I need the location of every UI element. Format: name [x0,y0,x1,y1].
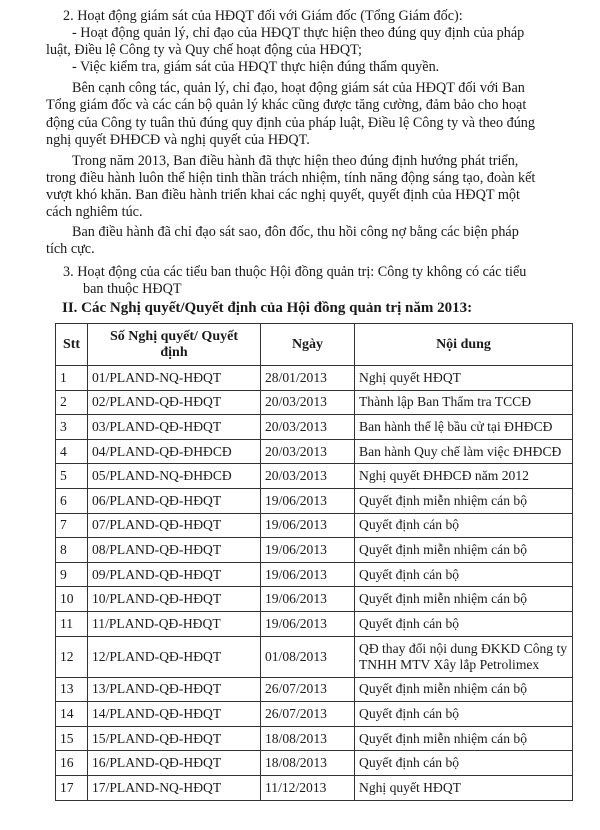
cell-number: 17/PLAND-NQ-HĐQT [88,775,261,800]
cell-date: 20/03/2013 [261,390,355,415]
cell-date: 26/07/2013 [261,702,355,727]
table-row [56,702,573,727]
cell-date: 19/06/2013 [261,587,355,612]
table-row [56,775,573,800]
table-row [56,538,573,563]
cell-stt: 9 [56,562,88,587]
table-row [56,562,573,587]
cell-stt: 3 [56,415,88,440]
table-row [56,677,573,702]
table-row [56,726,573,751]
paragraph-line: vượt khó khăn. Ban điều hành triển khai các nghị quyết, quyết định của HĐQT một [46,187,520,203]
decisions-table [55,323,573,801]
paragraph-line: nghị quyết ĐHĐCĐ và nghị quyết của HĐQT. [46,132,310,148]
cell-number: 15/PLAND-QĐ-HĐQT [88,726,261,751]
table-row [56,390,573,415]
cell-number: 13/PLAND-QĐ-HĐQT [88,677,261,702]
section-3-heading: 3. Hoạt động của các tiểu ban thuộc Hội đồng quản trị: Công ty không có các tiểu [63,264,527,280]
cell-date: 28/01/2013 [261,366,355,391]
cell-number: 07/PLAND-QĐ-HĐQT [88,513,261,538]
table-row [56,751,573,776]
paragraph-line: động của Công ty tuân thủ đúng quy định của pháp luật, Điều lệ Công ty và theo đúng [46,115,535,131]
table-row [56,366,573,391]
cell-content: Ban hành thể lệ bầu cử tại ĐHĐCĐ [355,415,573,440]
header-date: Ngày [261,324,355,366]
paragraph-line: trong điều hành luôn thể hiện tinh thần trách nhiệm, tính năng động sáng tạo, đoàn kết [46,170,536,186]
cell-content: QĐ thay đổi nội dung ĐKKD Công ty TNHH MTV Xây lắp Petrolimex [355,636,573,677]
section-2-heading: 2. Hoạt động giám sát của HĐQT đối với Giám đốc (Tổng Giám đốc): [63,8,463,24]
cell-stt: 6 [56,488,88,513]
cell-number: 09/PLAND-QĐ-HĐQT [88,562,261,587]
table-row [56,464,573,489]
cell-stt: 2 [56,390,88,415]
cell-content: Quyết định cán bộ [355,611,573,636]
cell-content: Quyết định cán bộ [355,702,573,727]
table-row [56,636,573,677]
cell-content: Quyết định cán bộ [355,562,573,587]
cell-content: Ban hành Quy chế làm việc ĐHĐCĐ [355,439,573,464]
cell-date: 18/08/2013 [261,726,355,751]
cell-stt: 13 [56,677,88,702]
cell-date: 11/12/2013 [261,775,355,800]
cell-date: 19/06/2013 [261,611,355,636]
cell-stt: 7 [56,513,88,538]
cell-date: 19/06/2013 [261,538,355,563]
cell-number: 08/PLAND-QĐ-HĐQT [88,538,261,563]
cell-stt: 16 [56,751,88,776]
cell-date: 01/08/2013 [261,636,355,677]
cell-stt: 17 [56,775,88,800]
cell-content: Quyết định cán bộ [355,513,573,538]
cell-content: Quyết định miễn nhiệm cán bộ [355,538,573,563]
cell-content: Nghị quyết HĐQT [355,775,573,800]
cell-stt: 4 [56,439,88,464]
paragraph-line: - Hoạt động quản lý, chỉ đạo của HĐQT thực hiện theo đúng quy định của pháp [72,25,525,41]
table-row [56,415,573,440]
cell-stt: 14 [56,702,88,727]
section-ii-heading: II. Các Nghị quyết/Quyết định của Hội đồng quản trị năm 2013: [62,300,473,316]
cell-date: 19/06/2013 [261,513,355,538]
cell-stt: 15 [56,726,88,751]
cell-stt: 8 [56,538,88,563]
cell-content: Quyết định miễn nhiệm cán bộ [355,726,573,751]
cell-stt: 5 [56,464,88,489]
cell-date: 19/06/2013 [261,488,355,513]
table-row [56,439,573,464]
cell-date: 20/03/2013 [261,415,355,440]
cell-number: 14/PLAND-QĐ-HĐQT [88,702,261,727]
cell-number: 11/PLAND-QĐ-HĐQT [88,611,261,636]
cell-stt: 1 [56,366,88,391]
cell-stt: 10 [56,587,88,612]
cell-number: 04/PLAND-QĐ-ĐHĐCĐ [88,439,261,464]
header-content: Nội dung [355,324,573,366]
cell-number: 05/PLAND-NQ-ĐHĐCĐ [88,464,261,489]
table-row [56,488,573,513]
table-row [56,513,573,538]
cell-number: 03/PLAND-QĐ-HĐQT [88,415,261,440]
cell-content: Quyết định miễn nhiệm cán bộ [355,677,573,702]
table-row [56,611,573,636]
table-row [56,587,573,612]
cell-number: 06/PLAND-QĐ-HĐQT [88,488,261,513]
paragraph-line: ban thuộc HĐQT [83,281,182,297]
cell-stt: 11 [56,611,88,636]
cell-content: Quyết định cán bộ [355,751,573,776]
cell-number: 10/PLAND-QĐ-HĐQT [88,587,261,612]
paragraph-line: - Việc kiểm tra, giám sát của HĐQT thực hiện đúng thẩm quyền. [72,59,440,75]
header-stt: Stt [56,324,88,366]
paragraph-line: Ban điều hành đã chỉ đạo sát sao, đôn đốc, thu hồi công nợ bằng các biện pháp [72,224,519,240]
table-header-row [56,324,573,366]
paragraph-line: Trong năm 2013, Ban điều hành đã thực hiện theo đúng định hướng phát triển, [72,153,519,169]
cell-content: Nghị quyết ĐHĐCĐ năm 2012 [355,464,573,489]
cell-date: 19/06/2013 [261,562,355,587]
cell-content: Nghị quyết HĐQT [355,366,573,391]
cell-number: 16/PLAND-QĐ-HĐQT [88,751,261,776]
paragraph-line: luật, Điều lệ Công ty và Quy chế hoạt động của HĐQT; [46,42,362,58]
cell-date: 26/07/2013 [261,677,355,702]
cell-number: 12/PLAND-QĐ-HĐQT [88,636,261,677]
cell-content: Quyết định miễn nhiệm cán bộ [355,488,573,513]
paragraph-line: Bên cạnh công tác, quản lý, chỉ đạo, hoạt động giám sát của HĐQT đối với Ban [72,80,525,96]
cell-number: 01/PLAND-NQ-HĐQT [88,366,261,391]
cell-content: Quyết định miễn nhiệm cán bộ [355,587,573,612]
cell-stt: 12 [56,636,88,677]
cell-number: 02/PLAND-QĐ-HĐQT [88,390,261,415]
cell-date: 18/08/2013 [261,751,355,776]
cell-content: Thành lập Ban Thẩm tra TCCĐ [355,390,573,415]
cell-date: 20/03/2013 [261,439,355,464]
paragraph-line: cách nghiêm túc. [46,204,143,220]
header-number: Số Nghị quyết/ Quyết định [88,324,261,366]
paragraph-line: tích cực. [46,241,95,257]
paragraph-line: Tổng giám đốc và các cán bộ quản lý khác cũng được tăng cường, đảm bảo cho hoạt [46,97,527,113]
cell-date: 20/03/2013 [261,464,355,489]
